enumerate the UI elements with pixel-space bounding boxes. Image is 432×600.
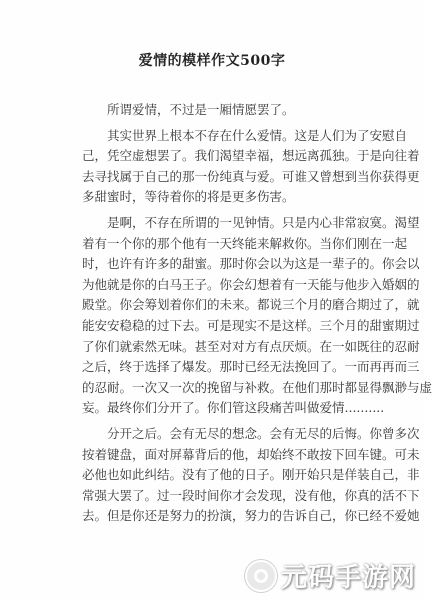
- paragraph: [82, 126, 420, 208]
- text-line: 己，凭空虚想罢了。我们渴望幸福，想远离孤独。于是向往着: [82, 148, 420, 164]
- text-line: 是啊，不存在所谓的一见钟情。只是内心非常寂寞。渴望: [107, 214, 420, 230]
- text-line: 所谓爱情，不过是一厢情愿罢了。: [107, 102, 295, 117]
- text-line: 常强大罢了。过一段时间你才会发现，没有他，你真的活不下: [82, 487, 420, 503]
- text-line: 时，也许有许多的甜蜜。那时你会以为这是一辈子的。你会以: [82, 256, 420, 272]
- text-line: 能安安稳稳的过下去。可是现实不是这样。三个月的甜蜜期过: [82, 317, 420, 333]
- text-line: 为他就是你的白马王子。你会幻想着有一天能与他步入婚姻的: [82, 276, 420, 292]
- text-line: 妄。最终你们分开了。你们管这段痛苦叫做爱情..........: [82, 400, 385, 416]
- watermark-logo-icon: [245, 560, 277, 592]
- paragraph: [82, 100, 354, 121]
- paragraph: [82, 424, 420, 527]
- text-line: 其实世界上根本不存在什么爱情。这是人们为了安慰自: [107, 127, 408, 143]
- document-title: 爱情的模样作文500字: [138, 53, 286, 69]
- paragraph: [82, 213, 432, 419]
- text-line: 了你们就索然无味。甚至对对方有点厌烦。在一如既往的忍耐: [82, 338, 420, 354]
- watermark-text: 元码手游网: [280, 563, 416, 593]
- text-line: 按着键盘，面对屏幕背后的他，却始终不敢按下回车键。可未: [82, 446, 420, 462]
- text-line: 多甜蜜时，等待着你的将是更多伤害。: [82, 189, 295, 205]
- text-line: 去寻找属于自己的那一份纯真与爱。可谁又曾想到当你获得更: [82, 168, 420, 184]
- text-line: 之后，终于选择了爆发。那时已经无法挽回了。一而再再而三: [82, 359, 420, 375]
- text-line: 分开之后。会有无尽的想念。会有无尽的后悔。你曾多次: [107, 425, 420, 441]
- text-line: 殿堂。你会筹划着你们的未来。都说三个月的磨合期过了，就: [82, 297, 420, 313]
- document-body: [82, 100, 432, 527]
- text-line: 着有一个你的那个他有一天终能来解救你。当你们刚在一起: [82, 235, 408, 251]
- text-line: 的忍耐。一次又一次的挽留与补救。在他们那时都显得飘渺与虚: [82, 379, 432, 395]
- watermark: [245, 557, 416, 594]
- text-line: 必他也如此纠结。没有了他的日子。刚开始只是佯装自己，非: [82, 467, 420, 483]
- text-line: 去。但是你还是努力的扮演，努力的告诉自己，你已经不爱她: [82, 508, 420, 524]
